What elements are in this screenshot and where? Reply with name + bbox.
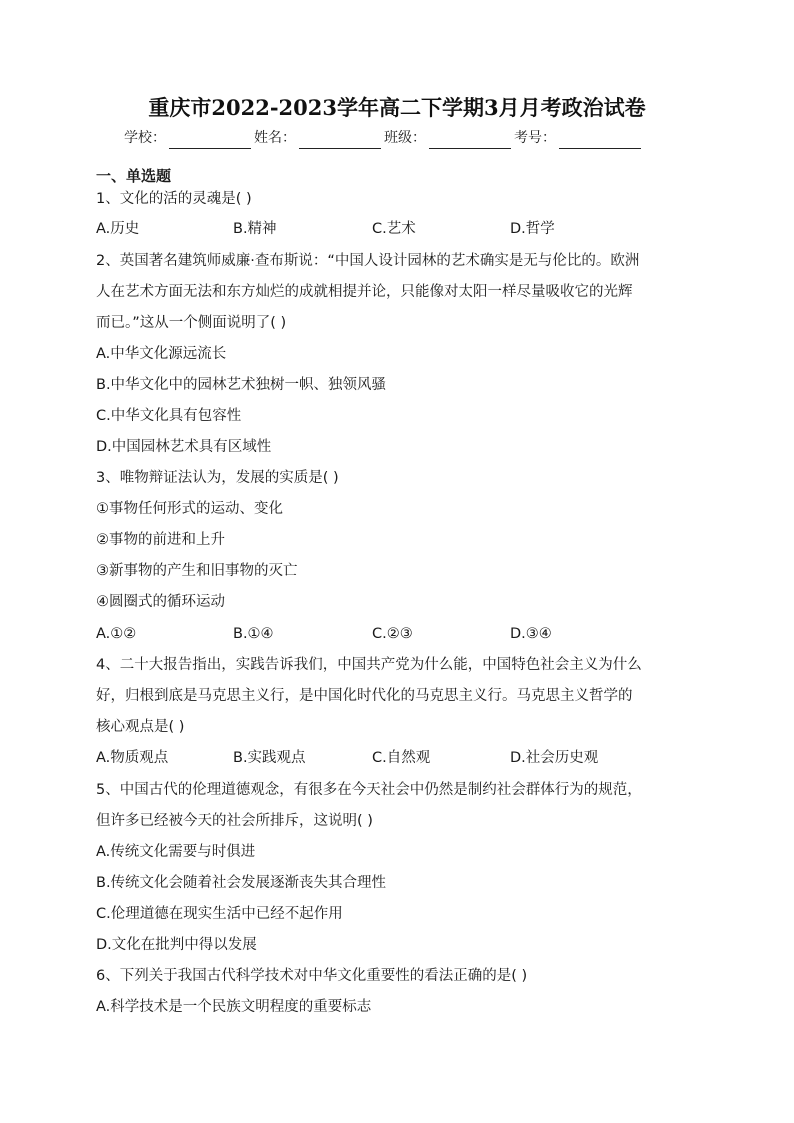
question-4-option-d: D.社会历史观	[510, 750, 599, 766]
question-4-option-b: B.实践观点	[233, 750, 306, 766]
question-6-stem: 6、下列关于我国古代科学技术对中华文化重要性的看法正确的是( )	[96, 968, 528, 984]
name-blank	[299, 131, 381, 149]
question-1-option-b: B.精神	[233, 221, 277, 237]
question-2-stem-line-1: 2、英国著名建筑师威廉·查布斯说：“中国人设计园林的艺术确实是无与伦比的。欧洲	[96, 253, 640, 269]
exam-number-blank	[559, 131, 641, 149]
question-1-stem: 1、文化的活的灵魂是( )	[96, 191, 252, 207]
question-1-option-d: D.哲学	[510, 221, 555, 237]
question-3-item-3: ③新事物的产生和旧事物的灭亡	[96, 563, 298, 579]
question-2-option-d: D.中国园林艺术具有区域性	[96, 439, 272, 455]
page-title: 重庆市2022-2023学年高二下学期3月月考政治试卷	[148, 95, 646, 120]
question-5-option-a: A.传统文化需要与时俱进	[96, 844, 256, 860]
question-2-stem-line-2: 人在艺术方面无法和东方灿烂的成就相提并论，只能像对太阳一样尽量吸收它的光辉	[96, 284, 633, 300]
exam-number-label: 考号：	[514, 130, 556, 146]
question-3-option-d: D.③④	[510, 626, 552, 642]
question-4-option-a: A.物质观点	[96, 750, 169, 766]
question-3-option-a: A.①②	[96, 626, 137, 642]
question-6-option-a: A.科学技术是一个民族文明程度的重要标志	[96, 999, 372, 1015]
class-label: 班级：	[384, 130, 426, 146]
school-label: 学校：	[124, 130, 166, 146]
student-info-row	[124, 123, 644, 149]
question-4-stem-line-2: 好，归根到底是马克思主义行，是中国化时代化的马克思主义行。马克思主义哲学的	[96, 688, 633, 704]
question-2-stem-line-3: 而已。”这从一个侧面说明了( )	[96, 315, 287, 331]
question-3-option-b: B.①④	[233, 626, 274, 642]
section-heading: 一、单选题	[96, 167, 172, 185]
name-label: 姓名：	[254, 130, 296, 146]
question-5-option-d: D.文化在批判中得以发展	[96, 937, 257, 953]
question-4-stem-line-1: 4、二十大报告指出，实践告诉我们，中国共产党为什么能，中国特色社会主义为什么	[96, 657, 642, 673]
question-4-stem-line-3: 核心观点是( )	[96, 719, 185, 735]
question-3-item-4: ④圆圈式的循环运动	[96, 594, 225, 610]
class-blank	[429, 131, 511, 149]
question-2-option-b: B.中华文化中的园林艺术独树一帜、独领风骚	[96, 377, 387, 393]
question-4-option-c: C.自然观	[372, 750, 431, 766]
question-3-item-1: ①事物任何形式的运动、变化	[96, 501, 283, 517]
question-5-option-b: B.传统文化会随着社会发展逐渐丧失其合理性	[96, 875, 387, 891]
question-2-option-a: A.中华文化源远流长	[96, 346, 227, 362]
question-2-option-c: C.中华文化具有包容性	[96, 408, 242, 424]
question-1-option-a: A.历史	[96, 221, 140, 237]
question-5-stem-line-2: 但许多已经被今天的社会所排斥，这说明( )	[96, 813, 373, 829]
question-1-option-c: C.艺术	[372, 221, 416, 237]
question-5-stem-line-1: 5、中国古代的伦理道德观念，有很多在今天社会中仍然是制约社会群体行为的规范，	[96, 782, 642, 798]
school-blank	[169, 131, 251, 149]
question-3-option-c: C.②③	[372, 626, 413, 642]
question-5-option-c: C.伦理道德在现实生活中已经不起作用	[96, 906, 343, 922]
question-3-stem: 3、唯物辩证法认为，发展的实质是( )	[96, 470, 339, 486]
question-3-item-2: ②事物的前进和上升	[96, 532, 225, 548]
